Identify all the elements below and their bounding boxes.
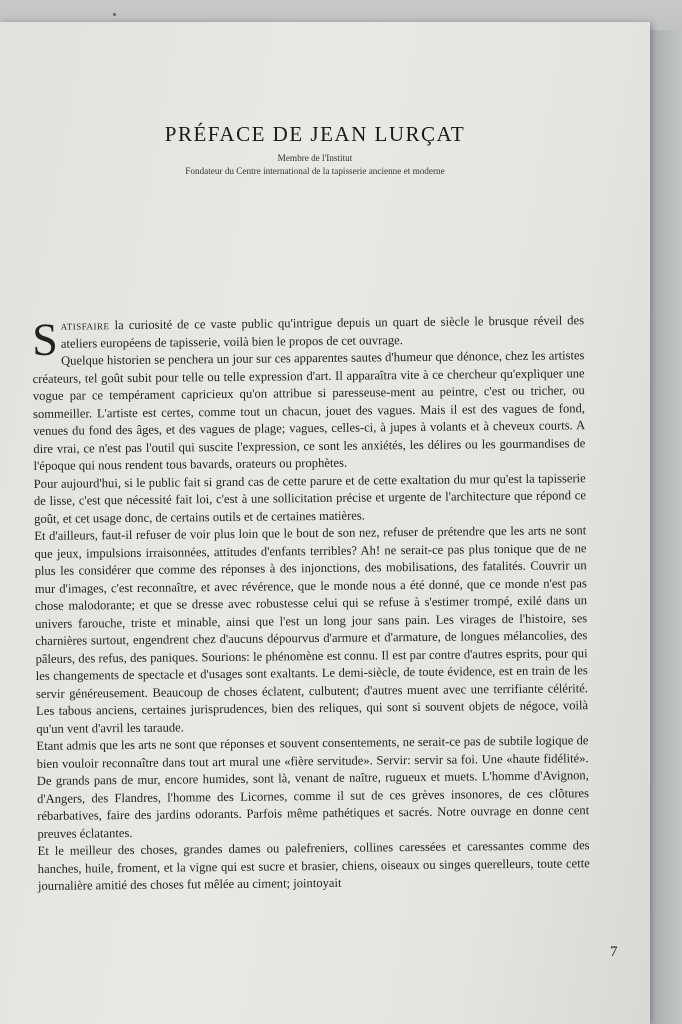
preface-body xyxy=(32,312,590,895)
paragraph-1 xyxy=(31,312,585,365)
paragraph-2: Quelque historien se penchera un jour sur ces apparentes sautes d'humeur que dénonce, chez les artistes créateurs, tel goût subit pour telle ou telle expression d'art. Il apparaîtra vite à ce chercheur qu'expliquer une vogue par ce tempérament capricieux qu'on attribue si paresseuse-ment au peintre, c'est ou tricher, ou sommeiller. L'artiste est certes, comme tout un chacun, jouet des vagues. Mais il est des vagues de fond, venues du fond des âges, et des vagues de plage; vagues, celles-ci, à jupes à volants et à cheveux courts. A dire vrai, ce n'est pas l'outil qui suscite l'expression, ce sont les anxiétés, les délires ou les gourmandises de l'époque qui nous rendent tous bavards, orateurs ou prophètes. xyxy=(32,348,586,473)
book-page xyxy=(0,22,650,1024)
paragraph-5: Etant admis que les arts ne sont que réponses et souvent consentements, ne serait-ce pas de subtile logique de bien vouloir reconnaître dans tout art mural une «fière servitude». Servir: servir sa foi. Une «haute fidélité». De grands pans de mur, encore humides, sont là, venant de naître, rugueux et muets. L'homme d'Avignon, d'Angers, des Flandres, l'homme des Licornes, comme il sut de ces grèves insonores, de ces clôtures rébarbatives, faire des jardins odorants. Parfois même pathétiques et sacrés. Notre ouvrage en donne cent preuves éclatantes. xyxy=(36,733,590,841)
first-word: atisfaire xyxy=(60,318,110,333)
author-affiliation: Fondateur du Centre international de la tapisserie ancienne et moderne xyxy=(185,166,445,176)
paragraph-6: Et le meilleur des choses, grandes dames ou palefreniers, collines caressées et caressantes comme des hanches, huile, froment, et la vigne qui est sucre et brasier, chiens, oiseaux ou singes querelleurs, toute cette journalière amitié des choses fut mêlée au ciment; jointoyait xyxy=(37,838,590,893)
page-title: PRÉFACE DE JEAN LURÇAT xyxy=(164,122,466,146)
page-number: 7 xyxy=(610,944,618,960)
paragraph-3: Pour aujourd'hui, si le public fait si grand cas de cette parure et de cette exaltation du mur qu'est la tapisserie de lisse, c'est que nécessité fait loi, c'est à une sollicitation précise et urgente de l'architecture que répond ce goût, et cet usage donc, de certains outils et de certaines matières. xyxy=(33,470,586,526)
page-edge xyxy=(650,30,682,1024)
author-subtitle: Membre de l'Institut xyxy=(277,153,353,163)
drop-cap: S xyxy=(31,313,59,365)
paragraph-4: Et d'ailleurs, faut-il refuser de voir plus loin que le bout de son nez, refuser de prétendre que les arts ne sont que jeux, impulsions irraisonnées, attitudes d'enfants terribles? Ah! ne serait-ce pas plus tonique que de ne plus les considérer que comme des réponses à des injonctions, des mobilisations, des fatalités. Couvrir un mur d'images, c'est reconnaître, et avec révérence, que le monde nous a été donné, que ce monde n'est pas chose malodorante; et que se dresse avec robustesse celui qui se refuse à s'estimer trompé, exilé dans un univers farouche, triste et minable, ainsi que l'est un long jour sans pain. Les virages de l'histoire, ses charnières surtout, engendrent chez d'aucuns dépourvus d'armure et d'armature, de longues mélancolies, des pâleurs, des refus, des paniques. Sourions: le phénomène est connu. Il est par contre d'autres esprits, pour qui les changements de spectacle et d'usages sont exaltants. Le demi-siècle, de toute évidence, est en train de les servir généreusement. Beaucoup de choses éclatent, culbutent; d'autres muent avec une terrifiante célérité. Les tabous anciens, certaines jurisprudences, bien des reliques, qui sont si souvent objets de négoce, voilà qu'un vent d'avril les taraude. xyxy=(34,523,589,736)
speck xyxy=(113,13,116,16)
paragraph-text: la curiosité de ce vaste public qu'intrigue depuis un quart de siècle le brusque réveil des ateliers européens de tapisserie, voilà bien le propos de cet ouvrage. xyxy=(60,313,585,351)
preface-heading xyxy=(0,122,630,179)
